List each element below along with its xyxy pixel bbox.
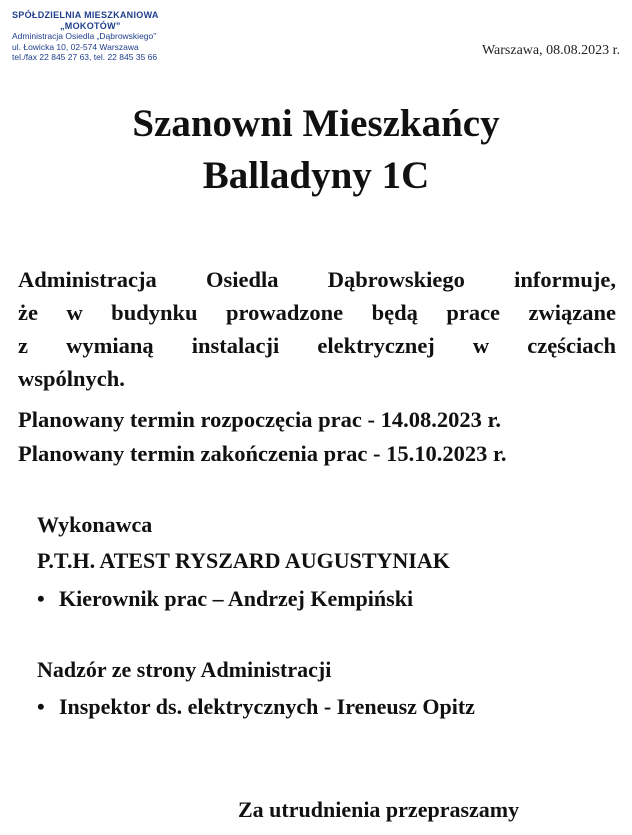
body-line-1: Administracja Osiedla Dąbrowskiego informuje,	[18, 267, 616, 292]
supervision-heading: Nadzór ze strony Administracji	[37, 657, 332, 682]
supervision-inspector-item	[37, 694, 475, 720]
document-date: Warszawa, 08.08.2023 r.	[481, 43, 620, 58]
body-line-2: że w budynku prowadzone będą prace związane	[18, 300, 616, 325]
supervision-inspector: Inspektor ds. elektrycznych - Ireneusz Opitz	[59, 694, 475, 719]
announcement-body	[18, 263, 616, 395]
body-line-3: z wymianą instalacji elektrycznej w częściach	[18, 333, 616, 358]
body-line-4: wspólnych.	[18, 366, 125, 391]
contractor-manager: Kierownik prac – Andrzej Kempiński	[59, 586, 414, 611]
stamp-admin: Administracja Osiedla „Dąbrowskiego”	[12, 31, 157, 41]
stamp-phone: tel./fax 22 845 27 63, tel. 22 845 35 66	[12, 52, 158, 62]
contractor-heading: Wykonawca	[37, 512, 153, 537]
start-date-line: Planowany termin rozpoczęcia prac - 14.08.2023 r.	[18, 407, 502, 432]
contractor-manager-item	[37, 586, 413, 612]
stamp-address: ul. Łowicka 10, 02-574 Warszawa	[12, 41, 139, 52]
bullet-icon: •	[37, 586, 45, 611]
end-date-line: Planowany termin zakończenia prac - 15.10.2023 r.	[18, 441, 507, 466]
closing-apology: Za utrudnienia przepraszamy	[238, 797, 520, 822]
title-line-1: Szanowni Mieszkańcy	[132, 102, 500, 145]
bullet-icon: •	[37, 694, 45, 719]
work-schedule	[18, 403, 507, 471]
page-title	[0, 98, 632, 202]
cooperative-stamp	[12, 10, 202, 63]
contractor-company: P.T.H. ATEST RYSZARD AUGUSTYNIAK	[37, 548, 450, 573]
title-line-2: Balladyny 1C	[202, 154, 430, 197]
stamp-org-subname: „MOKOTÓW”	[60, 20, 121, 31]
stamp-org-name: SPÓŁDZIELNIA MIESZKANIOWA	[12, 10, 159, 20]
